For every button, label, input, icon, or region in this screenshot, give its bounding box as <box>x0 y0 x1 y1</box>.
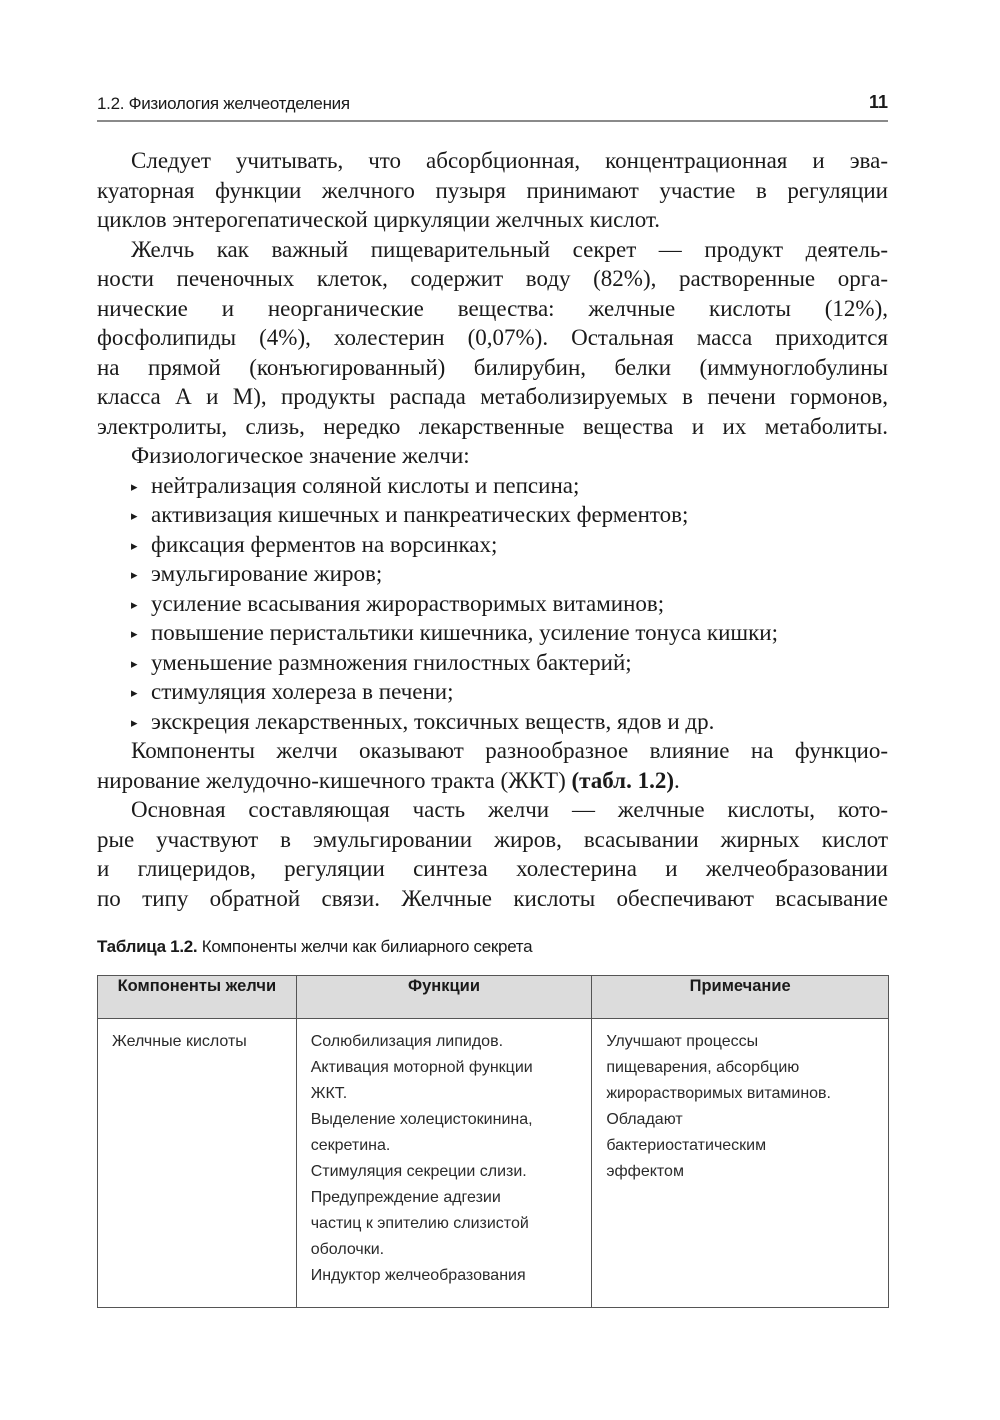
paragraph-line: ности печеночных клеток, содержит воду (82%), растворенные орга- <box>97 266 888 291</box>
cell-line: Индуктор желчеобразования <box>310 1267 526 1284</box>
cell-line: бактериостатическим <box>606 1137 767 1154</box>
bullet-icon: ▸ <box>131 714 138 730</box>
paragraph-line: по типу обратной связи. Желчные кислоты обеспечивают всасывание <box>97 885 888 911</box>
bullet-icon: ▸ <box>131 478 138 494</box>
components-table <box>97 975 889 1308</box>
list-item <box>97 530 888 560</box>
list-item <box>97 471 888 501</box>
paragraph-line: Основная составляющая часть желчи — желчные кислоты, кото- <box>131 797 888 822</box>
paragraph-line: класса А и М), продукты распада метаболизируемых в печени гормонов, <box>97 384 888 409</box>
paragraph-line: куаторная функции желчного пузыря принимают участие в регуляции <box>97 177 888 203</box>
cell-line: жирорастворимых витаминов. <box>606 1085 831 1102</box>
table-caption <box>97 937 532 957</box>
note-cell <box>592 1019 889 1308</box>
cell-line: ЖКТ. <box>310 1085 348 1102</box>
list-item-text: стимуляция холереза в печени; <box>151 679 454 704</box>
paragraph-line: рые участвуют в эмульгировании жиров, всасывании жирных кислот <box>97 826 888 852</box>
list-item <box>97 500 888 530</box>
cell-line: частиц к эпителию слизистой <box>310 1215 529 1232</box>
list-item-text: усиление всасывания жирорастворимых витаминов; <box>151 590 665 616</box>
list-item <box>97 618 888 648</box>
list-item-text: эмульгирование жиров; <box>151 561 383 586</box>
bullet-list <box>97 471 888 737</box>
bullet-icon: ▸ <box>131 537 138 553</box>
functions-cell <box>296 1019 592 1308</box>
bullet-icon: ▸ <box>131 626 138 641</box>
running-header <box>97 92 888 122</box>
caption-text: Компоненты желчи как билиарного секрета <box>201 937 533 956</box>
cell-line: оболочки. <box>310 1241 385 1258</box>
bullet-icon: ▸ <box>131 596 138 612</box>
paragraph-line: электролиты, слизь, нередко лекарственные вещества и их метаболиты. <box>97 413 888 439</box>
paragraph-line: Следует учитывать, что абсорбционная, концентрационная и эва- <box>131 148 888 173</box>
paragraph-line: нические и неорганические вещества: желчные кислоты (12%), <box>97 295 888 321</box>
paragraph-line: на прямой (конъюгированный) билирубин, белки (иммуноглобулины <box>97 354 888 380</box>
text: . <box>674 767 680 793</box>
cell-line: Обладают <box>606 1111 683 1128</box>
section-title: 1.2. Физиология желчеотделения <box>97 94 350 113</box>
cell-line: Солюбилизация липидов. <box>310 1033 504 1050</box>
cell-line: Предупреждение адгезии <box>310 1189 501 1206</box>
table-header-row <box>98 976 889 1019</box>
cell-line: Улучшают процессы <box>606 1033 759 1050</box>
column-header: Функции <box>296 976 592 1019</box>
cell-line: Стимуляция секреции слизи. <box>310 1163 527 1180</box>
list-item <box>97 677 888 707</box>
list-item-text: уменьшение размножения гнилостных бактерий; <box>151 649 632 675</box>
caption-label: Таблица 1.2. <box>97 937 198 956</box>
list-intro: Физиологическое значение желчи: <box>131 443 470 468</box>
column-header: Примечание <box>592 976 889 1019</box>
paragraph-line: циклов энтерогепатической циркуляции желчных кислот. <box>97 207 661 232</box>
list-item <box>97 648 888 678</box>
table-row <box>98 1019 889 1308</box>
cell-line: пищеварения, абсорбцию <box>606 1059 800 1076</box>
list-item-text: фиксация ферментов на ворсинках; <box>151 531 498 557</box>
paragraph-line: фосфолипиды (4%), холестерин (0,07%). Остальная масса приходится <box>97 325 888 350</box>
cell-line: Выделение холецистокинина, <box>310 1111 533 1128</box>
column-header: Компоненты желчи <box>98 976 297 1019</box>
paragraph-line: Желчь как важный пищеварительный секрет — продукт деятель- <box>131 236 888 262</box>
list-item-text: активизация кишечных и панкреатических ферментов; <box>151 502 689 527</box>
bullet-icon: ▸ <box>131 567 138 582</box>
cell-line: Активация моторной функции <box>310 1059 533 1076</box>
cell-line: секретина. <box>310 1137 391 1154</box>
table-reference: (табл. 1.2) <box>571 767 674 793</box>
bullet-icon: ▸ <box>131 655 138 671</box>
text: нирование желудочно-кишечного тракта (ЖКТ) <box>97 767 566 793</box>
paragraph-line: Компоненты желчи оказывают разнообразное влияние на функцио- <box>131 738 888 763</box>
paragraph-line: и глицеридов, регуляции синтеза холестерина и желчеобразовании <box>97 856 888 881</box>
list-item <box>97 559 888 589</box>
list-item-text: нейтрализация соляной кислоты и пепсина; <box>151 472 580 498</box>
list-item-text: повышение перистальтики кишечника, усиление тонуса кишки; <box>151 620 778 645</box>
cell-text: Желчные кислоты <box>112 1033 247 1050</box>
cell-line: эффектом <box>606 1163 684 1180</box>
list-item <box>97 589 888 619</box>
body-text <box>97 146 888 913</box>
list-item-text: экскреция лекарственных, токсичных веществ, ядов и др. <box>151 708 715 734</box>
component-cell <box>98 1019 297 1308</box>
bullet-icon: ▸ <box>131 508 138 523</box>
paragraph-line <box>97 766 888 796</box>
page-number: 11 <box>868 92 888 112</box>
bullet-icon: ▸ <box>131 685 138 700</box>
list-item <box>97 707 888 737</box>
